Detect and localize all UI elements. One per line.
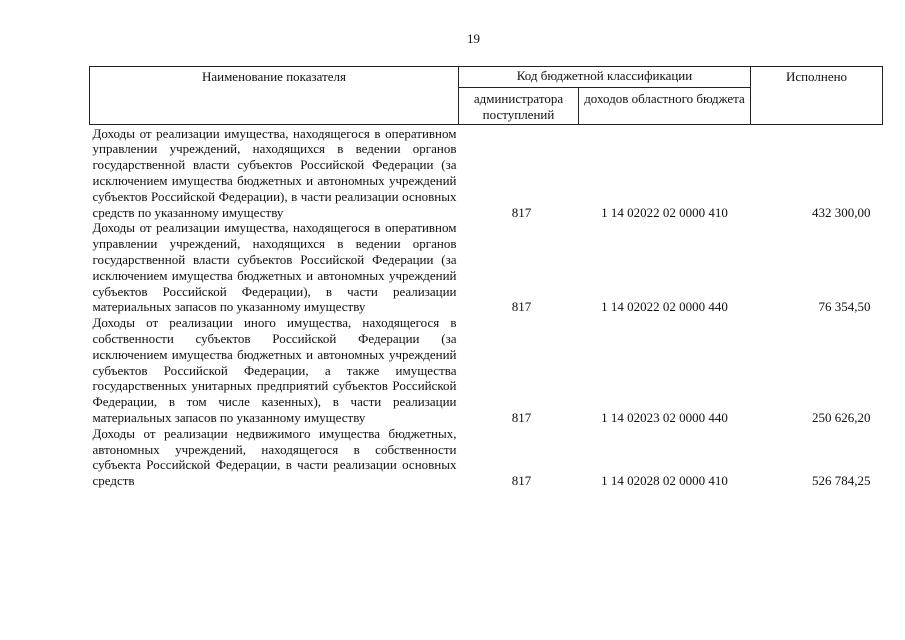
row-admin-code: 817 [511, 299, 532, 315]
page-number: 19 [467, 31, 480, 46]
row-income-code: 1 14 02023 02 0000 440 [601, 409, 728, 425]
header-admin: администратора поступлений [459, 88, 579, 125]
row-amount: 250 626,20 [812, 409, 871, 425]
row-amount: 526 784,25 [812, 473, 871, 489]
table-row [90, 315, 883, 426]
header-executed: Исполнено [751, 67, 883, 125]
row-income-code: 1 14 02022 02 0000 410 [601, 204, 728, 220]
header-code-group: Код бюджетной классификации [459, 67, 751, 88]
row-name: Доходы от реализации недвижимого имущества бюджетных, автономных учреждений, находящегося в собственности субъекта Российской Федерации, в части реализации основных средств [92, 425, 457, 489]
row-admin-code: 817 [511, 473, 532, 489]
row-income-code: 1 14 02022 02 0000 440 [601, 299, 728, 315]
header-name: Наименование показателя [90, 67, 459, 125]
row-name: Доходы от реализации иного имущества, находящегося в собственности субъектов Российской Федерации (за исключением имущества бюджетных и автономных учреждений субъектов Российской Федерации, а также имущества государственных унитарных предприятий субъектов Российской Федерации, в том числе казенных), в части реализации материальных запасов по указанному имуществу [92, 315, 457, 425]
table-row [90, 220, 883, 315]
header-income: доходов областного бюджета [579, 88, 751, 125]
row-amount: 76 354,50 [818, 299, 871, 315]
table-row [90, 426, 883, 489]
table-row [90, 124, 883, 220]
row-amount: 432 300,00 [812, 204, 871, 220]
header-row [90, 67, 883, 88]
row-name: Доходы от реализации имущества, находящегося в оперативном управлении учреждений, находящихся в ведении органов государственной власти субъектов Российской Федерации (за исключением имущества бюджетных и автономных учреждений субъектов Российской Федерации), в части реализации материальных запасов по указанному имуществу [92, 220, 457, 315]
row-name: Доходы от реализации имущества, находящегося в оперативном управлении учреждений, находящихся в ведении органов государственной власти субъектов Российской Федерации (за исключением имущества бюджетных и автономных учреждений субъектов Российской Федерации), в части реализации основных средств по указанному имуществу [92, 125, 457, 220]
row-admin-code: 817 [511, 409, 532, 425]
row-income-code: 1 14 02028 02 0000 410 [601, 473, 728, 489]
budget-table [89, 66, 883, 489]
row-admin-code: 817 [511, 204, 532, 220]
